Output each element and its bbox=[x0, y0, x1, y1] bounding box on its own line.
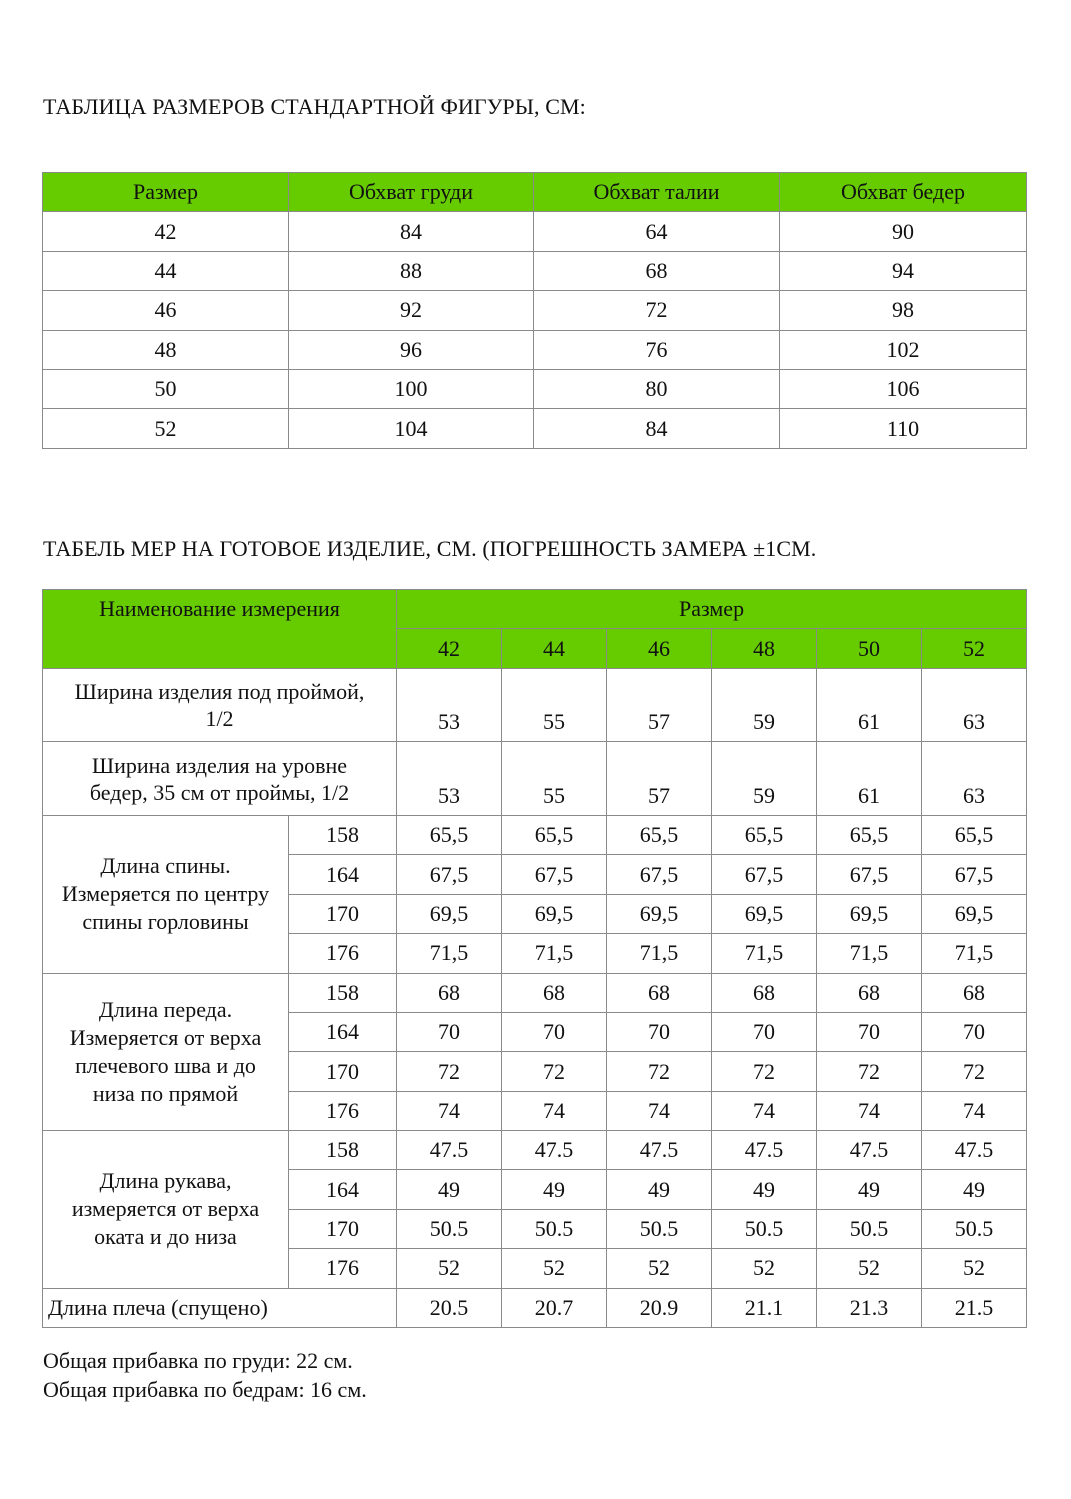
table-cell: 53 bbox=[397, 668, 502, 742]
table-cell: 71,5 bbox=[502, 934, 607, 973]
table-cell: 71,5 bbox=[922, 934, 1027, 973]
table-cell: 52 bbox=[922, 1249, 1027, 1288]
table-cell: 64 bbox=[534, 212, 780, 251]
table-cell: 50.5 bbox=[712, 1209, 817, 1248]
table-cell: 61 bbox=[817, 742, 922, 816]
table-cell: 72 bbox=[502, 1052, 607, 1091]
table-cell: 74 bbox=[607, 1091, 712, 1130]
table-row bbox=[43, 291, 1027, 330]
table-cell: 100 bbox=[289, 369, 534, 408]
table-cell: 70 bbox=[607, 1012, 712, 1051]
table-cell: 42 bbox=[43, 212, 289, 251]
table-row bbox=[43, 742, 1027, 816]
table-cell: 53 bbox=[397, 742, 502, 816]
table-cell: 49 bbox=[712, 1170, 817, 1209]
measurement-label-line: плечевого шва и до bbox=[75, 1052, 256, 1078]
size-table-title: ТАБЛИЦА РАЗМЕРОВ СТАНДАРТНОЙ ФИГУРЫ, СМ: bbox=[43, 94, 586, 119]
table-row bbox=[43, 251, 1027, 290]
table-cell: 21.5 bbox=[922, 1288, 1027, 1327]
size-column-header: 52 bbox=[922, 629, 1027, 668]
table-cell: 20.5 bbox=[397, 1288, 502, 1327]
height-cell: 158 bbox=[289, 815, 397, 854]
table-cell: 102 bbox=[780, 330, 1027, 369]
table-cell: 106 bbox=[780, 369, 1027, 408]
table-cell: 52 bbox=[607, 1249, 712, 1288]
size-column-header: 42 bbox=[397, 629, 502, 668]
table-row bbox=[43, 973, 1027, 1012]
table-cell: 52 bbox=[397, 1249, 502, 1288]
measurement-label-line: низа по прямой bbox=[92, 1080, 239, 1106]
table-cell: 69,5 bbox=[817, 894, 922, 933]
measurements-header-row bbox=[43, 590, 1027, 629]
measurement-label-line: Длина переда. bbox=[98, 996, 233, 1022]
table-cell: 69,5 bbox=[712, 894, 817, 933]
table-row bbox=[43, 212, 1027, 251]
table-cell: 57 bbox=[607, 668, 712, 742]
measurement-label bbox=[43, 742, 397, 816]
footer-notes bbox=[43, 1346, 367, 1404]
table-cell: 46 bbox=[43, 291, 289, 330]
table-cell: 67,5 bbox=[397, 855, 502, 894]
measurement-label: Длина плеча (спущено) bbox=[43, 1288, 397, 1327]
table-cell: 65,5 bbox=[607, 815, 712, 854]
table-cell: 94 bbox=[780, 251, 1027, 290]
table-cell: 67,5 bbox=[502, 855, 607, 894]
table-cell: 50.5 bbox=[922, 1209, 1027, 1248]
table-cell: 50.5 bbox=[502, 1209, 607, 1248]
table-cell: 84 bbox=[534, 409, 780, 448]
table-cell: 84 bbox=[289, 212, 534, 251]
table-cell: 52 bbox=[43, 409, 289, 448]
table-cell: 69,5 bbox=[922, 894, 1027, 933]
table-row bbox=[43, 668, 1027, 742]
size-column-header: 44 bbox=[502, 629, 607, 668]
measurement-label-line: спины горловины bbox=[82, 909, 249, 935]
table-cell: 90 bbox=[780, 212, 1027, 251]
table-cell: 49 bbox=[922, 1170, 1027, 1209]
table-cell: 98 bbox=[780, 291, 1027, 330]
table-cell: 72 bbox=[817, 1052, 922, 1091]
table-cell: 21.1 bbox=[712, 1288, 817, 1327]
table-row bbox=[43, 409, 1027, 448]
table-cell: 65,5 bbox=[502, 815, 607, 854]
table-cell: 68 bbox=[502, 973, 607, 1012]
table-cell: 47.5 bbox=[397, 1131, 502, 1170]
table-cell: 50.5 bbox=[607, 1209, 712, 1248]
table-cell: 69,5 bbox=[397, 894, 502, 933]
height-cell: 158 bbox=[289, 973, 397, 1012]
table-cell: 20.9 bbox=[607, 1288, 712, 1327]
table-cell: 104 bbox=[289, 409, 534, 448]
table-cell: 63 bbox=[922, 742, 1027, 816]
table-cell: 44 bbox=[43, 251, 289, 290]
table-cell: 68 bbox=[607, 973, 712, 1012]
measurement-label-line: Измеряется от верха bbox=[69, 1024, 262, 1050]
table-cell: 57 bbox=[607, 742, 712, 816]
table-cell: 70 bbox=[922, 1012, 1027, 1051]
table-cell: 71,5 bbox=[712, 934, 817, 973]
measurement-label-line: 1/2 bbox=[205, 706, 234, 732]
table-cell: 74 bbox=[712, 1091, 817, 1130]
table-cell: 72 bbox=[607, 1052, 712, 1091]
table-cell: 70 bbox=[502, 1012, 607, 1051]
table-cell: 48 bbox=[43, 330, 289, 369]
table-cell: 67,5 bbox=[607, 855, 712, 894]
table-cell: 21.3 bbox=[817, 1288, 922, 1327]
table-cell: 50.5 bbox=[397, 1209, 502, 1248]
table-cell: 74 bbox=[817, 1091, 922, 1130]
hips-allowance-note: Общая прибавка по бедрам: 16 см. bbox=[43, 1377, 367, 1402]
height-cell: 170 bbox=[289, 894, 397, 933]
table-cell: 49 bbox=[607, 1170, 712, 1209]
table-cell: 47.5 bbox=[922, 1131, 1027, 1170]
table-cell: 47.5 bbox=[502, 1131, 607, 1170]
size-column-header: 48 bbox=[712, 629, 817, 668]
table-cell: 74 bbox=[397, 1091, 502, 1130]
table-cell: 59 bbox=[712, 742, 817, 816]
table-cell: 70 bbox=[817, 1012, 922, 1051]
measurements-table-title: ТАБЕЛЬ МЕР НА ГОТОВОЕ ИЗДЕЛИЕ, СМ. (ПОГРЕШНОСТЬ ЗАМЕРА ±1СМ. bbox=[43, 536, 817, 561]
table-cell: 52 bbox=[502, 1249, 607, 1288]
table-cell: 49 bbox=[502, 1170, 607, 1209]
measurement-group-label bbox=[43, 973, 289, 1131]
height-cell: 176 bbox=[289, 1091, 397, 1130]
table-cell: 47.5 bbox=[607, 1131, 712, 1170]
table-row bbox=[43, 369, 1027, 408]
height-cell: 170 bbox=[289, 1209, 397, 1248]
table-cell: 59 bbox=[712, 668, 817, 742]
measurement-label-line: Длина рукава, bbox=[99, 1168, 232, 1194]
table-cell: 47.5 bbox=[712, 1131, 817, 1170]
measurement-label-line: Длина спины. bbox=[100, 853, 231, 879]
table-cell: 47.5 bbox=[817, 1131, 922, 1170]
table-cell: 70 bbox=[397, 1012, 502, 1051]
size-group-header: Размер bbox=[397, 590, 1027, 629]
table-cell: 50.5 bbox=[817, 1209, 922, 1248]
table-cell: 74 bbox=[922, 1091, 1027, 1130]
table-cell: 76 bbox=[534, 330, 780, 369]
size-column-header: 46 bbox=[607, 629, 712, 668]
table-cell: 110 bbox=[780, 409, 1027, 448]
table-cell: 68 bbox=[922, 973, 1027, 1012]
size-table-header-row bbox=[43, 173, 1027, 212]
height-cell: 164 bbox=[289, 855, 397, 894]
hips-header-cell: Обхват бедер bbox=[780, 173, 1027, 212]
measurement-label-line: оката и до низа bbox=[94, 1224, 237, 1250]
table-cell: 55 bbox=[502, 742, 607, 816]
table-cell: 72 bbox=[712, 1052, 817, 1091]
measurement-label-line: измеряется от верха bbox=[71, 1196, 260, 1222]
measurement-label bbox=[43, 668, 397, 742]
table-cell: 71,5 bbox=[607, 934, 712, 973]
chest-allowance-note: Общая прибавка по груди: 22 см. bbox=[43, 1348, 353, 1373]
measurement-label-line: Измеряется по центру bbox=[61, 881, 270, 907]
table-cell: 52 bbox=[817, 1249, 922, 1288]
height-cell: 164 bbox=[289, 1170, 397, 1209]
height-cell: 170 bbox=[289, 1052, 397, 1091]
table-cell: 68 bbox=[534, 251, 780, 290]
table-row bbox=[43, 1288, 1027, 1327]
table-cell: 50 bbox=[43, 369, 289, 408]
height-cell: 164 bbox=[289, 1012, 397, 1051]
table-cell: 72 bbox=[922, 1052, 1027, 1091]
table-cell: 69,5 bbox=[502, 894, 607, 933]
standard-size-table bbox=[42, 172, 1027, 449]
measurement-group-label bbox=[43, 815, 289, 973]
table-cell: 65,5 bbox=[922, 815, 1027, 854]
table-row bbox=[43, 1131, 1027, 1170]
size-header-cell: Размер bbox=[43, 173, 289, 212]
table-cell: 92 bbox=[289, 291, 534, 330]
table-cell: 67,5 bbox=[817, 855, 922, 894]
table-cell: 67,5 bbox=[712, 855, 817, 894]
table-cell: 65,5 bbox=[712, 815, 817, 854]
table-cell: 20.7 bbox=[502, 1288, 607, 1327]
table-row bbox=[43, 815, 1027, 854]
size-column-header: 50 bbox=[817, 629, 922, 668]
height-cell: 176 bbox=[289, 934, 397, 973]
table-cell: 55 bbox=[502, 668, 607, 742]
measurement-label-line: Ширина изделия под проймой, bbox=[74, 679, 365, 705]
measurement-label-line: Ширина изделия на уровне bbox=[91, 752, 348, 778]
table-cell: 63 bbox=[922, 668, 1027, 742]
table-cell: 74 bbox=[502, 1091, 607, 1130]
table-cell: 52 bbox=[712, 1249, 817, 1288]
garment-measurements-table bbox=[42, 589, 1027, 1328]
table-cell: 49 bbox=[817, 1170, 922, 1209]
measurement-group-label bbox=[43, 1131, 289, 1289]
table-cell: 65,5 bbox=[817, 815, 922, 854]
chest-header-cell: Обхват груди bbox=[289, 173, 534, 212]
measurement-label-line: бедер, 35 см от проймы, 1/2 bbox=[89, 779, 350, 805]
table-cell: 68 bbox=[397, 973, 502, 1012]
height-cell: 158 bbox=[289, 1131, 397, 1170]
table-cell: 80 bbox=[534, 369, 780, 408]
measurement-name-header: Наименование измерения bbox=[43, 590, 397, 669]
table-cell: 65,5 bbox=[397, 815, 502, 854]
table-cell: 71,5 bbox=[397, 934, 502, 973]
table-cell: 61 bbox=[817, 668, 922, 742]
waist-header-cell: Обхват талии bbox=[534, 173, 780, 212]
table-cell: 68 bbox=[712, 973, 817, 1012]
table-cell: 71,5 bbox=[817, 934, 922, 973]
table-cell: 88 bbox=[289, 251, 534, 290]
table-cell: 67,5 bbox=[922, 855, 1027, 894]
table-cell: 68 bbox=[817, 973, 922, 1012]
table-cell: 72 bbox=[534, 291, 780, 330]
height-cell: 176 bbox=[289, 1249, 397, 1288]
table-cell: 49 bbox=[397, 1170, 502, 1209]
table-cell: 96 bbox=[289, 330, 534, 369]
table-cell: 72 bbox=[397, 1052, 502, 1091]
table-row bbox=[43, 330, 1027, 369]
table-cell: 70 bbox=[712, 1012, 817, 1051]
table-cell: 69,5 bbox=[607, 894, 712, 933]
